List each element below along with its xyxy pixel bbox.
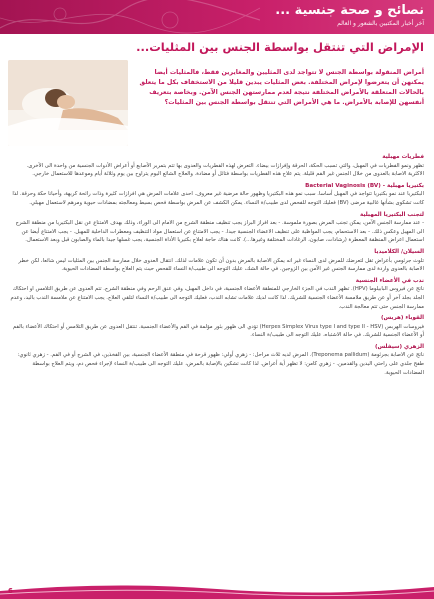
page-number: 6 [8,587,13,595]
page-header [0,0,434,34]
section-heading-herpes: القوباء (هربس) [380,315,424,322]
section-heading-syphilis: الزهري (سيفلس) [374,343,424,350]
sleeping-woman-illustration [8,60,128,146]
article-title: الإمراض التي تنتقل بواسطة الجنس بين المثليات... [136,40,424,54]
hero-photo [8,60,128,146]
section-text-warts: ناتج عن فيروس البابيلوما (HPV). تظهر الندب في الجزء الخارجي للمنطقة الأعضاء الجنسية، في داخل المهبل، وفي عنق الرحم وفي منطقة الشرج. تتم العدوى عن طريق التلامس او احتكاك الجلد بجلد آخر أو عن طريق ملامسة الأعضاء الجنسية للشريك. لذا كانت لديك علامات تشابه الندب، فعليك التوجه الى طبيب/ة النساء لتلقي العلاج. يجب الامتناع عن ملامسة الندب باليد، وعدم ممارسة الجنس حتى تتم معالجة الندب. [10,286,424,310]
section-heading-bv: بكتيريا مهبلية - (Bacterial Vaginosis (BV [305,182,424,189]
section-text-bv: البكتيريا عند نمو بكتيريا تتواجد في المهبل أساسا. سبب نمو هذه البكتيريا وظهور حالة مرضية غير معروف. احدى علامات المرض هي افرازات كثيرة وذات رائحة كريهة، وأحيانا حكة وحرقة. لذا كانت تشكوى بشأنها غالبية مرضى (BV) فعليك التوجه للفحص لدى طبيب/ة النساء. يمكن الكشف عن المرض بواسطة فحص بسيط ومعالجته بمضادات حيوية ومرهم لاستعمال مهبلي. [12,191,424,206]
section-text-herpes: فيروسات الهربس (Herpes Simplex Virus type I and type II - HSV) تؤدي الى ظهور بثور مؤلمة في الفم والأعضاء الجنسية. تنتقل العدوى عن طريق التلامس أو احتكاك الأعضاء بالفم أو الأعضاء الجنسية للشريك. في حالة الاشتباه، عليك التوجه الى طبيب/ة النساء. [12,323,424,339]
magazine-subtitle: آخر أخبار المكتبين بالشعور و العالم [337,20,424,27]
decorative-swirl [0,0,260,34]
section-text-syphilis: ناتج عن الاصابة بجرثومة (Treponema pallidum). المرض لديه ثلاث مراحل: - زهري أولي: ظهور قرحة في منطقة الأعضاء الجنسية، بين الفخذين، في الشرج أو في الفم. - زهري ثانوي: طفح جلدي على راحتي اليدين والقدمين. - زهري كامن: لا تظهر أية أعراض. لذا كانت تشكين بالإصابة بالمرض، عليك التوجه الى طبيب/ة النساء لإجراء فحص دم، ويتم العلاج بواسطة المضادات الحيوية. [17,352,424,376]
section-heading-gonorrhea: السيلان/ الكلاميديا [374,248,424,255]
footer-wave [0,581,434,599]
section-text-bv-prevention: - عند ممارسة الجنس الآمن، يمكن تجنب المرض بصورة ملموسة. - بعد افراز البراز يجب تنظيف منطقة الشرج من الامام الى الوراء، وذلك بهدف الامتناع عن نقل البكتيريا من منطقة الشرج الى المهبل وعكس ذلك. - بعد الاستحمام، يجب المواظبة على تنظيف الاعضاء الجنسية جيدا. - يجب الامتناع عن استعمال مواد التنظيف ومعطرات الداخلية للمهبل. - يجب الامتناع أيضا عن استعمال اعراض المنظفة المعطرة (رشادات، صابون، الرغادات المختلفة وغيرها...). كانت هناك حاجة لعلاج بكتيريا الأداة الجنسية، يجب غسلها جيدا بالماء والصابون قبل وبعد الاستعمال. [15,220,424,244]
magazine-title: نصائح و صحة جنسية ... [275,3,424,18]
section-text-gonorrhea: تلوث جرثومي بأعراض تقل لتعرضك للمرض لدى النساء غير انه يمكن الاصابة بالمرض بدون أن تكون علامات لذلك. انتقال العدوى خلال ممارسة الجنس بين المثليات ليس شائعا، لكن خطر الاصابة بالعدوى واردة لدى ممارسة الجنس غير الآمن بين الزوجين. في حالة الشك، عليك التوجه الى طبيب/ة النساء للفحص حيث يتم العلاج بواسطة المضادات الحيوية. [18,257,424,273]
section-text-yeast: تظهر ونمو الفطريات في المهبل، والتي تسبب الحكة، الحرقة وإفرازات بيضاء. التعرض لهذه الفطريات والعدوى بها تتم بتمرير الأصابع أو أعراض الأدوات الجنسية من واحدة الى الأخرى. الاكثرية الاصابة بالعدوى من خلال الجنس غير الفم قليلة. يتم علاج هذه الفطريات بواسطة فتائل أو مضادة. والعلاج الشائع اليوم يتراوح بين يوم وثلاثة أيام وموعدها للاستعمال خارجي. [26,162,424,178]
section-heading-warts: ندب في الأعضاء الجنسية [355,277,424,284]
section-heading-bv-prevention: لتجنب البكتيريا المهبلية [359,211,424,218]
section-heading-yeast: فطريات مهبلية [382,154,424,160]
article-intro: أمراض المنقولة بواسطة الجنس لا تتواجد لدى المثليين والمغايرين فقط، فالمثليات أيضا يمكنهن أن يتعرضوا لإمراض المختلفة. بعض المثليات يبدين قليلا من الاستخفاف بكل ما يتعلق بالحالات المتعلقة بالأمراض المختلفة نتيجة لعدم ممارستهن الجنس الآمن. وبخاصة بتعريف أنفسهن للإصابة بالأمراض. ما هي الأمراض التي تنتقل بواسطة الجنس بين المثليات؟ [139,69,424,106]
article-body [10,150,424,377]
